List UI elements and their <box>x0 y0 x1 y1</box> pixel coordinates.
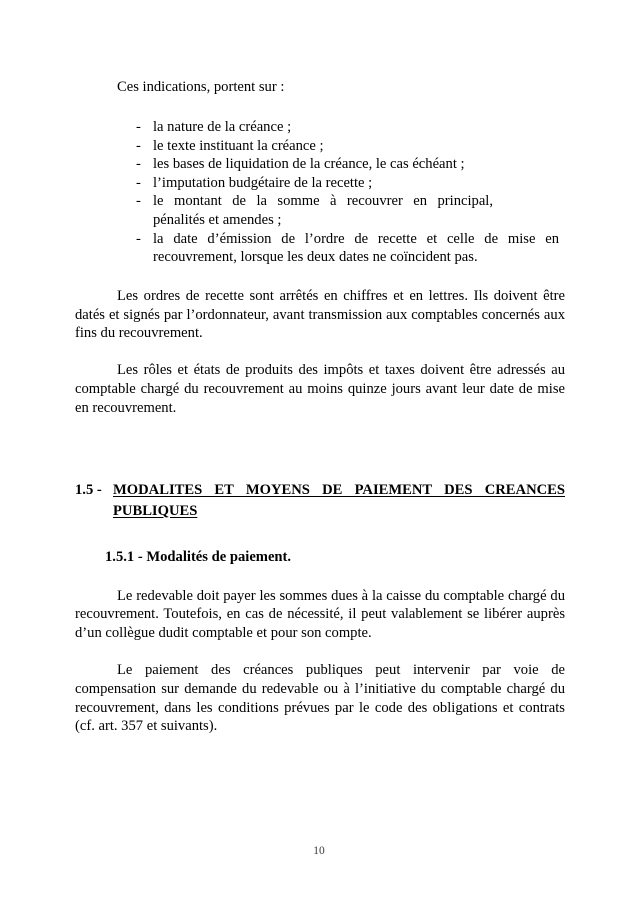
section-heading-1-5 <box>75 480 565 522</box>
list-item-label: la date d’émission de l’ordre de recette et celle de mise en recouvrement, lorsque les deux dates ne coïncident pas. <box>153 230 559 266</box>
list-item <box>75 155 565 174</box>
spacer <box>75 522 565 548</box>
section-heading-title-line-1: MODALITES ET MOYENS DE PAIEMENT DES CREANCES <box>113 481 565 498</box>
list-item <box>75 118 565 137</box>
paragraph-ordres-de-recette: Les ordres de recette sont arrêtés en chiffres et en lettres. Ils doivent être datés et signés par l’ordonnateur, avant transmission aux comptables concernés aux fins du recouvrement. <box>75 287 565 342</box>
section-heading-title-line-2: PUBLIQUES <box>113 502 198 519</box>
bullet-dash-icon: - <box>136 119 141 135</box>
list-item <box>75 174 565 193</box>
bullet-dash-icon: - <box>136 137 141 154</box>
bullet-dash-icon: - <box>136 193 141 210</box>
paragraph-compensation: Le paiement des créances publiques peut intervenir par voie de compensation sur demande du redevable ou à l’initiative du comptable chargé du recouvrement, dans les conditions prévues par le code des obligations et contrats (cf. art. 357 et suivants). <box>75 661 565 735</box>
list-item <box>75 192 565 229</box>
list-item-label: le texte instituant la créance ; <box>153 137 324 154</box>
paragraph-roles-et-etats: Les rôles et états de produits des impôts et taxes doivent être adressés au comptable chargé du recouvrement au moins quinze jours avant leur date de mise en recouvrement. <box>75 362 565 416</box>
intro-line: Ces indications, portent sur : <box>117 79 285 95</box>
list-item-label: l’imputation budgétaire de la recette ; <box>153 174 373 191</box>
spacer <box>75 418 565 480</box>
list-item-label: le montant de la somme à recouvrer en principal, pénalités et amendes ; <box>153 193 493 228</box>
section-heading-number: 1.5 - <box>75 481 102 498</box>
bullet-dash-icon: - <box>136 156 141 173</box>
paragraph-redevable: Le redevable doit payer les sommes dues à la caisse du comptable chargé du recouvrement. Toutefois, en cas de nécessité, il peut valablement se libérer auprès d’un collègue dudit comptable et pour son compte. <box>75 587 565 642</box>
bullet-dash-icon: - <box>136 230 141 247</box>
sub-heading-1-5-1: 1.5.1 - Modalités de paiement. <box>105 548 292 565</box>
bullet-dash-icon: - <box>136 174 141 191</box>
list-item <box>75 230 565 267</box>
list-item-label: la nature de la créance ; <box>153 119 292 135</box>
list-item-label: les bases de liquidation de la créance, le cas échéant ; <box>153 156 465 173</box>
page-content <box>75 78 565 736</box>
page-number: 10 <box>313 845 325 857</box>
list-item <box>75 137 565 156</box>
creance-indications-list <box>75 118 565 267</box>
